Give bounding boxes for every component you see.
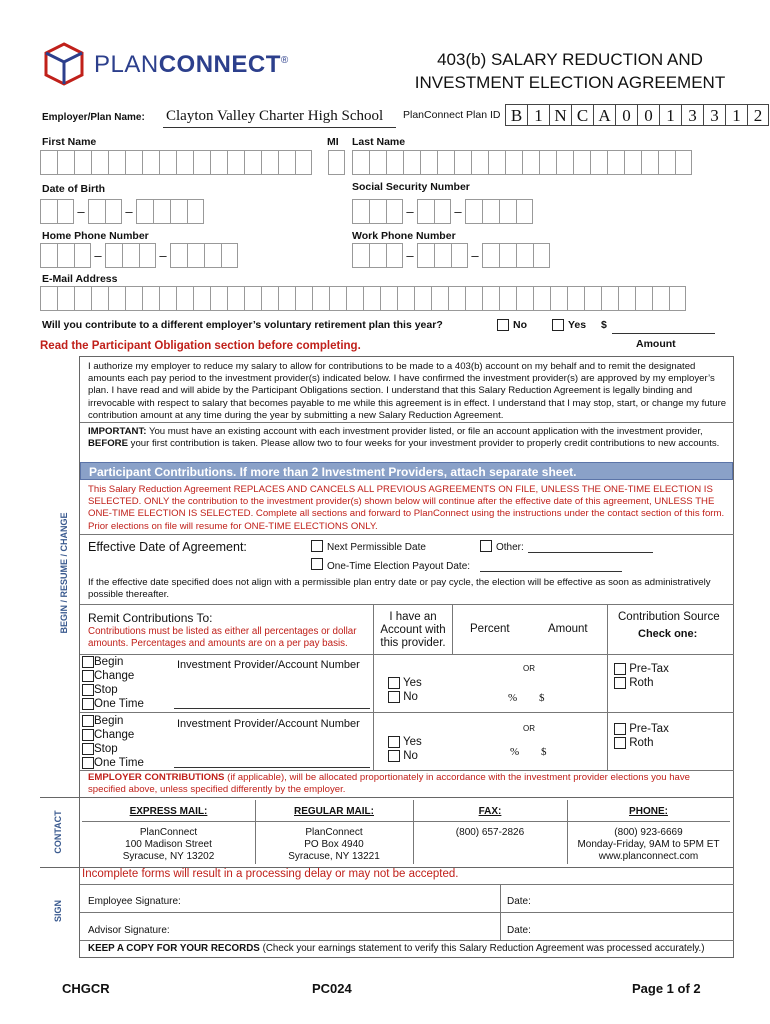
char-box[interactable]	[556, 150, 573, 175]
char-box[interactable]	[624, 150, 641, 175]
change-checkbox-2[interactable]	[82, 729, 94, 741]
pretax-label-2: Pre-Tax	[629, 723, 669, 735]
dob-boxes[interactable]: – –	[40, 199, 204, 224]
char-box[interactable]	[261, 286, 278, 311]
other-label: Other:	[496, 542, 524, 553]
char-box[interactable]	[210, 150, 227, 175]
begin-label-1: Begin	[94, 656, 124, 668]
phone-line-2: Monday-Friday, 9AM to 5PM ET	[577, 839, 720, 850]
char-box[interactable]	[380, 286, 397, 311]
dollar-sign-1: $	[539, 692, 545, 704]
plan-id-char: N	[549, 104, 571, 126]
replace-notice: This Salary Reduction Agreement REPLACES AND CANCELS ALL PREVIOUS AGREEMENTS ON FILE, UNLESS THE ONE-TIME ELECTION IS SELECTED. ONLY the contribution to the investment provider(s) shown below will continue after the effective date of this agreement, UNLESS THE ONE-TIME ELECTION IS SELECTED. Complete all sections and forward to PlanConnect using the instructions under the contact section of this form. Prior elections on file will resume for ONE-TIME ELECTIONS ONLY.	[88, 484, 725, 532]
email-boxes[interactable]	[40, 286, 686, 311]
char-box[interactable]	[414, 286, 431, 311]
phone-heading: PHONE:	[629, 806, 668, 817]
align-note: If the effective date specified does not align with a permissible plan entry date or pay cycle, the election will be effective as soon as administratively possible thereafter.	[88, 577, 711, 601]
advisor-date-label: Date:	[507, 925, 531, 936]
char-box[interactable]	[403, 150, 420, 175]
footer-right: Page 1 of 2	[632, 981, 701, 996]
char-box[interactable]	[522, 150, 539, 175]
char-box[interactable]	[584, 286, 601, 311]
effective-date-label: Effective Date of Agreement:	[88, 540, 247, 554]
dob-label: Date of Birth	[42, 183, 105, 195]
next-permissible-label: Next Permissible Date	[327, 542, 426, 553]
pct-sign-1: %	[508, 692, 518, 704]
plan-id-label: PlanConnect Plan ID	[403, 109, 501, 121]
express-line-1: PlanConnect	[139, 827, 198, 838]
page-title	[400, 48, 740, 94]
char-box[interactable]	[278, 150, 295, 175]
begin-checkbox-1[interactable]	[82, 656, 94, 668]
email-label: E-Mail Address	[42, 273, 118, 285]
char-box[interactable]	[471, 150, 488, 175]
one-time-checkbox-1[interactable]	[82, 698, 94, 710]
ssn-boxes[interactable]: – –	[352, 199, 533, 224]
footer-left: CHGCR	[62, 981, 110, 996]
no-checkbox-2[interactable]	[388, 750, 400, 762]
no-label-2: No	[403, 750, 418, 762]
char-box[interactable]	[675, 150, 692, 175]
fax-number: (800) 657-2826	[455, 827, 525, 838]
char-box[interactable]	[539, 150, 556, 175]
yes-checkbox[interactable]	[552, 319, 564, 331]
char-box[interactable]	[40, 286, 57, 311]
char-box[interactable]	[454, 150, 471, 175]
regular-line-1: PlanConnect	[305, 827, 363, 838]
work-phone-label: Work Phone Number	[352, 230, 456, 242]
logo	[44, 42, 294, 90]
phone-line-3: www.planconnect.com	[598, 851, 699, 862]
employer-contributions-body: (if applicable), will be allocated proportionately in accordance with the investment provider elections you have specified above, unless specified differently by the employer.	[88, 772, 691, 796]
yes-label-2: Yes	[403, 736, 422, 748]
plan-id-char: 1	[659, 104, 681, 126]
char-box[interactable]	[142, 286, 159, 311]
change-checkbox-1[interactable]	[82, 670, 94, 682]
char-box[interactable]	[91, 150, 108, 175]
mi-label: MI	[327, 136, 339, 148]
plan-id-char: 3	[681, 104, 703, 126]
employer-name: Clayton Valley Charter High School	[166, 108, 384, 124]
home-phone-label: Home Phone Number	[42, 230, 149, 242]
char-box[interactable]	[420, 150, 437, 175]
plan-id-char: 1	[527, 104, 549, 126]
char-box[interactable]	[516, 286, 533, 311]
work-phone-boxes[interactable]: – –	[352, 243, 550, 268]
char-box[interactable]	[176, 286, 193, 311]
yes-label-1: Yes	[403, 677, 422, 689]
mi-box[interactable]	[328, 150, 345, 175]
char-box[interactable]	[346, 286, 363, 311]
important-a: You must have an existing account with each investment provider listed, or file an account application with the investment provider,	[146, 426, 703, 437]
char-box[interactable]	[397, 286, 414, 311]
char-box[interactable]	[57, 286, 74, 311]
one-time-label-2: One Time	[94, 757, 144, 769]
pretax-checkbox-2[interactable]	[614, 723, 626, 735]
char-box[interactable]	[567, 286, 584, 311]
dollar-sign: $	[601, 319, 607, 331]
char-box[interactable]	[227, 150, 244, 175]
char-box[interactable]	[74, 286, 91, 311]
char-box[interactable]	[108, 150, 125, 175]
title-line-1: 403(b) SALARY REDUCTION AND	[437, 50, 703, 69]
other-plan-question: Will you contribute to a different employer’s voluntary retirement plan this year?	[42, 319, 443, 331]
char-box[interactable]	[261, 150, 278, 175]
stop-label-1: Stop	[94, 684, 118, 696]
char-box[interactable]	[142, 150, 159, 175]
ssn-label: Social Security Number	[352, 181, 470, 193]
one-time-checkbox-2[interactable]	[82, 757, 94, 769]
obligation-heading: Read the Participant Obligation section before completing.	[40, 340, 361, 352]
char-box[interactable]	[482, 286, 499, 311]
char-box[interactable]	[658, 150, 675, 175]
one-time-label-1: One Time	[94, 698, 144, 710]
char-box[interactable]	[635, 286, 652, 311]
regular-line-3: Syracuse, NY 13221	[288, 851, 380, 862]
char-box[interactable]	[125, 150, 142, 175]
last-name-label: Last Name	[352, 136, 406, 148]
char-box[interactable]	[329, 286, 346, 311]
char-box[interactable]	[227, 286, 244, 311]
or-label-1: OR	[523, 664, 535, 673]
char-box[interactable]	[437, 150, 454, 175]
express-line-2: 100 Madison Street	[125, 839, 212, 850]
or-label-2: OR	[523, 724, 535, 733]
char-box[interactable]	[465, 286, 482, 311]
yes-label: Yes	[568, 319, 587, 331]
char-box[interactable]	[295, 150, 312, 175]
incomplete-warning: Incomplete forms will result in a processing delay or may not be accepted.	[82, 868, 459, 880]
char-box[interactable]	[618, 286, 635, 311]
yes-checkbox-2[interactable]	[388, 736, 400, 748]
char-box[interactable]	[448, 286, 465, 311]
char-box[interactable]	[108, 286, 125, 311]
char-box[interactable]	[641, 150, 658, 175]
next-permissible-checkbox[interactable]	[311, 540, 323, 552]
plan-id-char: C	[571, 104, 593, 126]
dollar-sign-2: $	[541, 746, 547, 758]
char-box[interactable]	[601, 286, 618, 311]
important-b: your first contribution is taken. Please allow two to four weeks for your investment provider to properly credit contributions to new accounts.	[127, 438, 720, 450]
char-box[interactable]	[244, 286, 261, 311]
char-box[interactable]	[488, 150, 505, 175]
char-box[interactable]	[363, 286, 380, 311]
keep-copy-rest: (Check your earnings statement to verify this Salary Reduction Agreement was processed accurately.)	[259, 943, 705, 954]
contribution-source-label: Contribution Source	[618, 611, 720, 623]
plan-id-char: 0	[637, 104, 659, 126]
fax-heading: FAX:	[478, 806, 502, 817]
char-box[interactable]	[352, 150, 369, 175]
one-time-label: One-Time Election Payout Date:	[327, 561, 471, 572]
char-box[interactable]	[91, 286, 108, 311]
check-one-label: Check one:	[638, 628, 698, 640]
yes-checkbox-1[interactable]	[388, 677, 400, 689]
plan-id-char: 2	[747, 104, 769, 126]
have-account-label: I have an Account with this provider.	[380, 611, 446, 649]
char-box[interactable]	[328, 150, 345, 175]
plan-id-char: 0	[615, 104, 637, 126]
plan-id-char: 3	[703, 104, 725, 126]
express-mail-heading: EXPRESS MAIL:	[129, 806, 208, 817]
important-before: BEFORE	[88, 438, 128, 450]
logo-connect: CONNECT	[158, 51, 281, 78]
char-box[interactable]	[573, 150, 590, 175]
char-box[interactable]	[193, 150, 210, 175]
logo-plan: PLAN	[94, 51, 159, 78]
sidebar-begin-label: BEGIN / RESUME / CHANGE	[59, 512, 69, 634]
pretax-label-1: Pre-Tax	[629, 663, 669, 675]
char-box[interactable]	[40, 150, 57, 175]
advisor-signature-label: Advisor Signature:	[88, 925, 170, 936]
plan-id-boxes	[505, 104, 769, 126]
char-box[interactable]	[533, 286, 550, 311]
footer-mid: PC024	[312, 981, 352, 996]
roth-label-1: Roth	[629, 677, 654, 689]
roth-checkbox-2[interactable]	[614, 737, 626, 749]
no-label: No	[513, 319, 527, 331]
title-line-2: INVESTMENT ELECTION AGREEMENT	[414, 73, 726, 92]
logo-cube-icon	[44, 42, 84, 86]
char-box[interactable]	[386, 150, 403, 175]
home-phone-boxes[interactable]: – –	[40, 243, 238, 268]
char-box[interactable]	[193, 286, 210, 311]
char-box[interactable]	[74, 150, 91, 175]
stop-checkbox-2[interactable]	[82, 743, 94, 755]
begin-checkbox-2[interactable]	[82, 715, 94, 727]
regular-line-2: PO Box 4940	[304, 839, 364, 850]
char-box[interactable]	[607, 150, 624, 175]
stop-label-2: Stop	[94, 743, 118, 755]
char-box[interactable]	[669, 286, 686, 311]
pct-sign-2: %	[510, 746, 520, 758]
plan-id-char: A	[593, 104, 615, 126]
no-checkbox-1[interactable]	[388, 691, 400, 703]
provider-label-1: Investment Provider/Account Number	[177, 659, 360, 671]
char-box[interactable]	[652, 286, 669, 311]
char-box[interactable]	[210, 286, 227, 311]
plan-id-char: 1	[725, 104, 747, 126]
phone-line-1: (800) 923-6669	[614, 827, 683, 838]
keep-copy-note	[88, 943, 705, 954]
first-name-label: First Name	[42, 136, 97, 148]
sidebar-sign-label: SIGN	[53, 900, 63, 923]
first-name-boxes[interactable]	[40, 150, 312, 175]
contributions-band: Participant Contributions. If more than 2 Investment Providers, attach separate sheet.	[80, 462, 733, 480]
other-checkbox[interactable]	[480, 540, 492, 552]
char-box[interactable]	[369, 150, 386, 175]
amount-label: Amount	[548, 623, 588, 635]
char-box[interactable]	[159, 286, 176, 311]
employer-contributions-text	[88, 772, 728, 796]
remit-note: Contributions must be listed as either all percentages or dollar amounts. Percentages and amounts are on a per pay basis.	[88, 626, 357, 650]
char-box[interactable]	[278, 286, 295, 311]
char-box[interactable]	[176, 150, 193, 175]
char-box[interactable]	[590, 150, 607, 175]
char-box[interactable]	[499, 286, 516, 311]
last-name-boxes[interactable]	[352, 150, 692, 175]
remit-to-label: Remit Contributions To:	[88, 611, 213, 625]
employer-contributions-label: EMPLOYER CONTRIBUTIONS	[88, 772, 225, 783]
plan-id-char: B	[505, 104, 527, 126]
express-line-3: Syracuse, NY 13202	[122, 851, 215, 862]
regular-mail-heading: REGULAR MAIL:	[294, 806, 374, 817]
char-box[interactable]	[57, 150, 74, 175]
authorization-text: I authorize my employer to reduce my salary to allow for contributions to be made to a 403(b) account on my behalf and to remit the designated amounts each pay period to the investment provider(s) indicated below. I have confirmed the investment provider(s) are approved by my employer’s plan. I have read and will abide by the Participant Obligations section. I understand that this Salary Reduction Agreement is legally binding and irrevocable with respect to salary that becomes payable to me while this agreement is in effect. I understand that I may stop, start, or change my future contribution amount at any time during the year by submitting a new Salary Reduction Agreement.	[88, 361, 727, 421]
provider-label-2: Investment Provider/Account Number	[177, 718, 360, 730]
no-label-1: No	[403, 691, 418, 703]
char-box[interactable]	[159, 150, 176, 175]
logo-reg: ®	[280, 55, 289, 66]
char-box[interactable]	[550, 286, 567, 311]
sidebar-contact-label: CONTACT	[53, 810, 63, 854]
employee-signature-label: Employee Signature:	[88, 896, 181, 907]
important-text	[88, 426, 730, 450]
change-label-2: Change	[94, 729, 135, 741]
roth-label-2: Roth	[629, 737, 654, 749]
percent-label: Percent	[470, 623, 510, 635]
pretax-checkbox-1[interactable]	[614, 663, 626, 675]
char-box[interactable]	[244, 150, 261, 175]
keep-copy-bold: KEEP A COPY FOR YOUR RECORDS	[88, 943, 260, 954]
char-box[interactable]	[312, 286, 329, 311]
roth-checkbox-1[interactable]	[614, 677, 626, 689]
char-box[interactable]	[295, 286, 312, 311]
amount-caption: Amount	[636, 338, 676, 350]
employer-label: Employer/Plan Name:	[42, 112, 145, 123]
char-box[interactable]	[431, 286, 448, 311]
char-box[interactable]	[505, 150, 522, 175]
stop-checkbox-1[interactable]	[82, 684, 94, 696]
change-label-1: Change	[94, 670, 135, 682]
employee-date-label: Date:	[507, 896, 531, 907]
no-checkbox[interactable]	[497, 319, 509, 331]
important-label: IMPORTANT:	[88, 426, 147, 437]
one-time-checkbox[interactable]	[311, 558, 323, 570]
begin-label-2: Begin	[94, 715, 124, 727]
char-box[interactable]	[125, 286, 142, 311]
